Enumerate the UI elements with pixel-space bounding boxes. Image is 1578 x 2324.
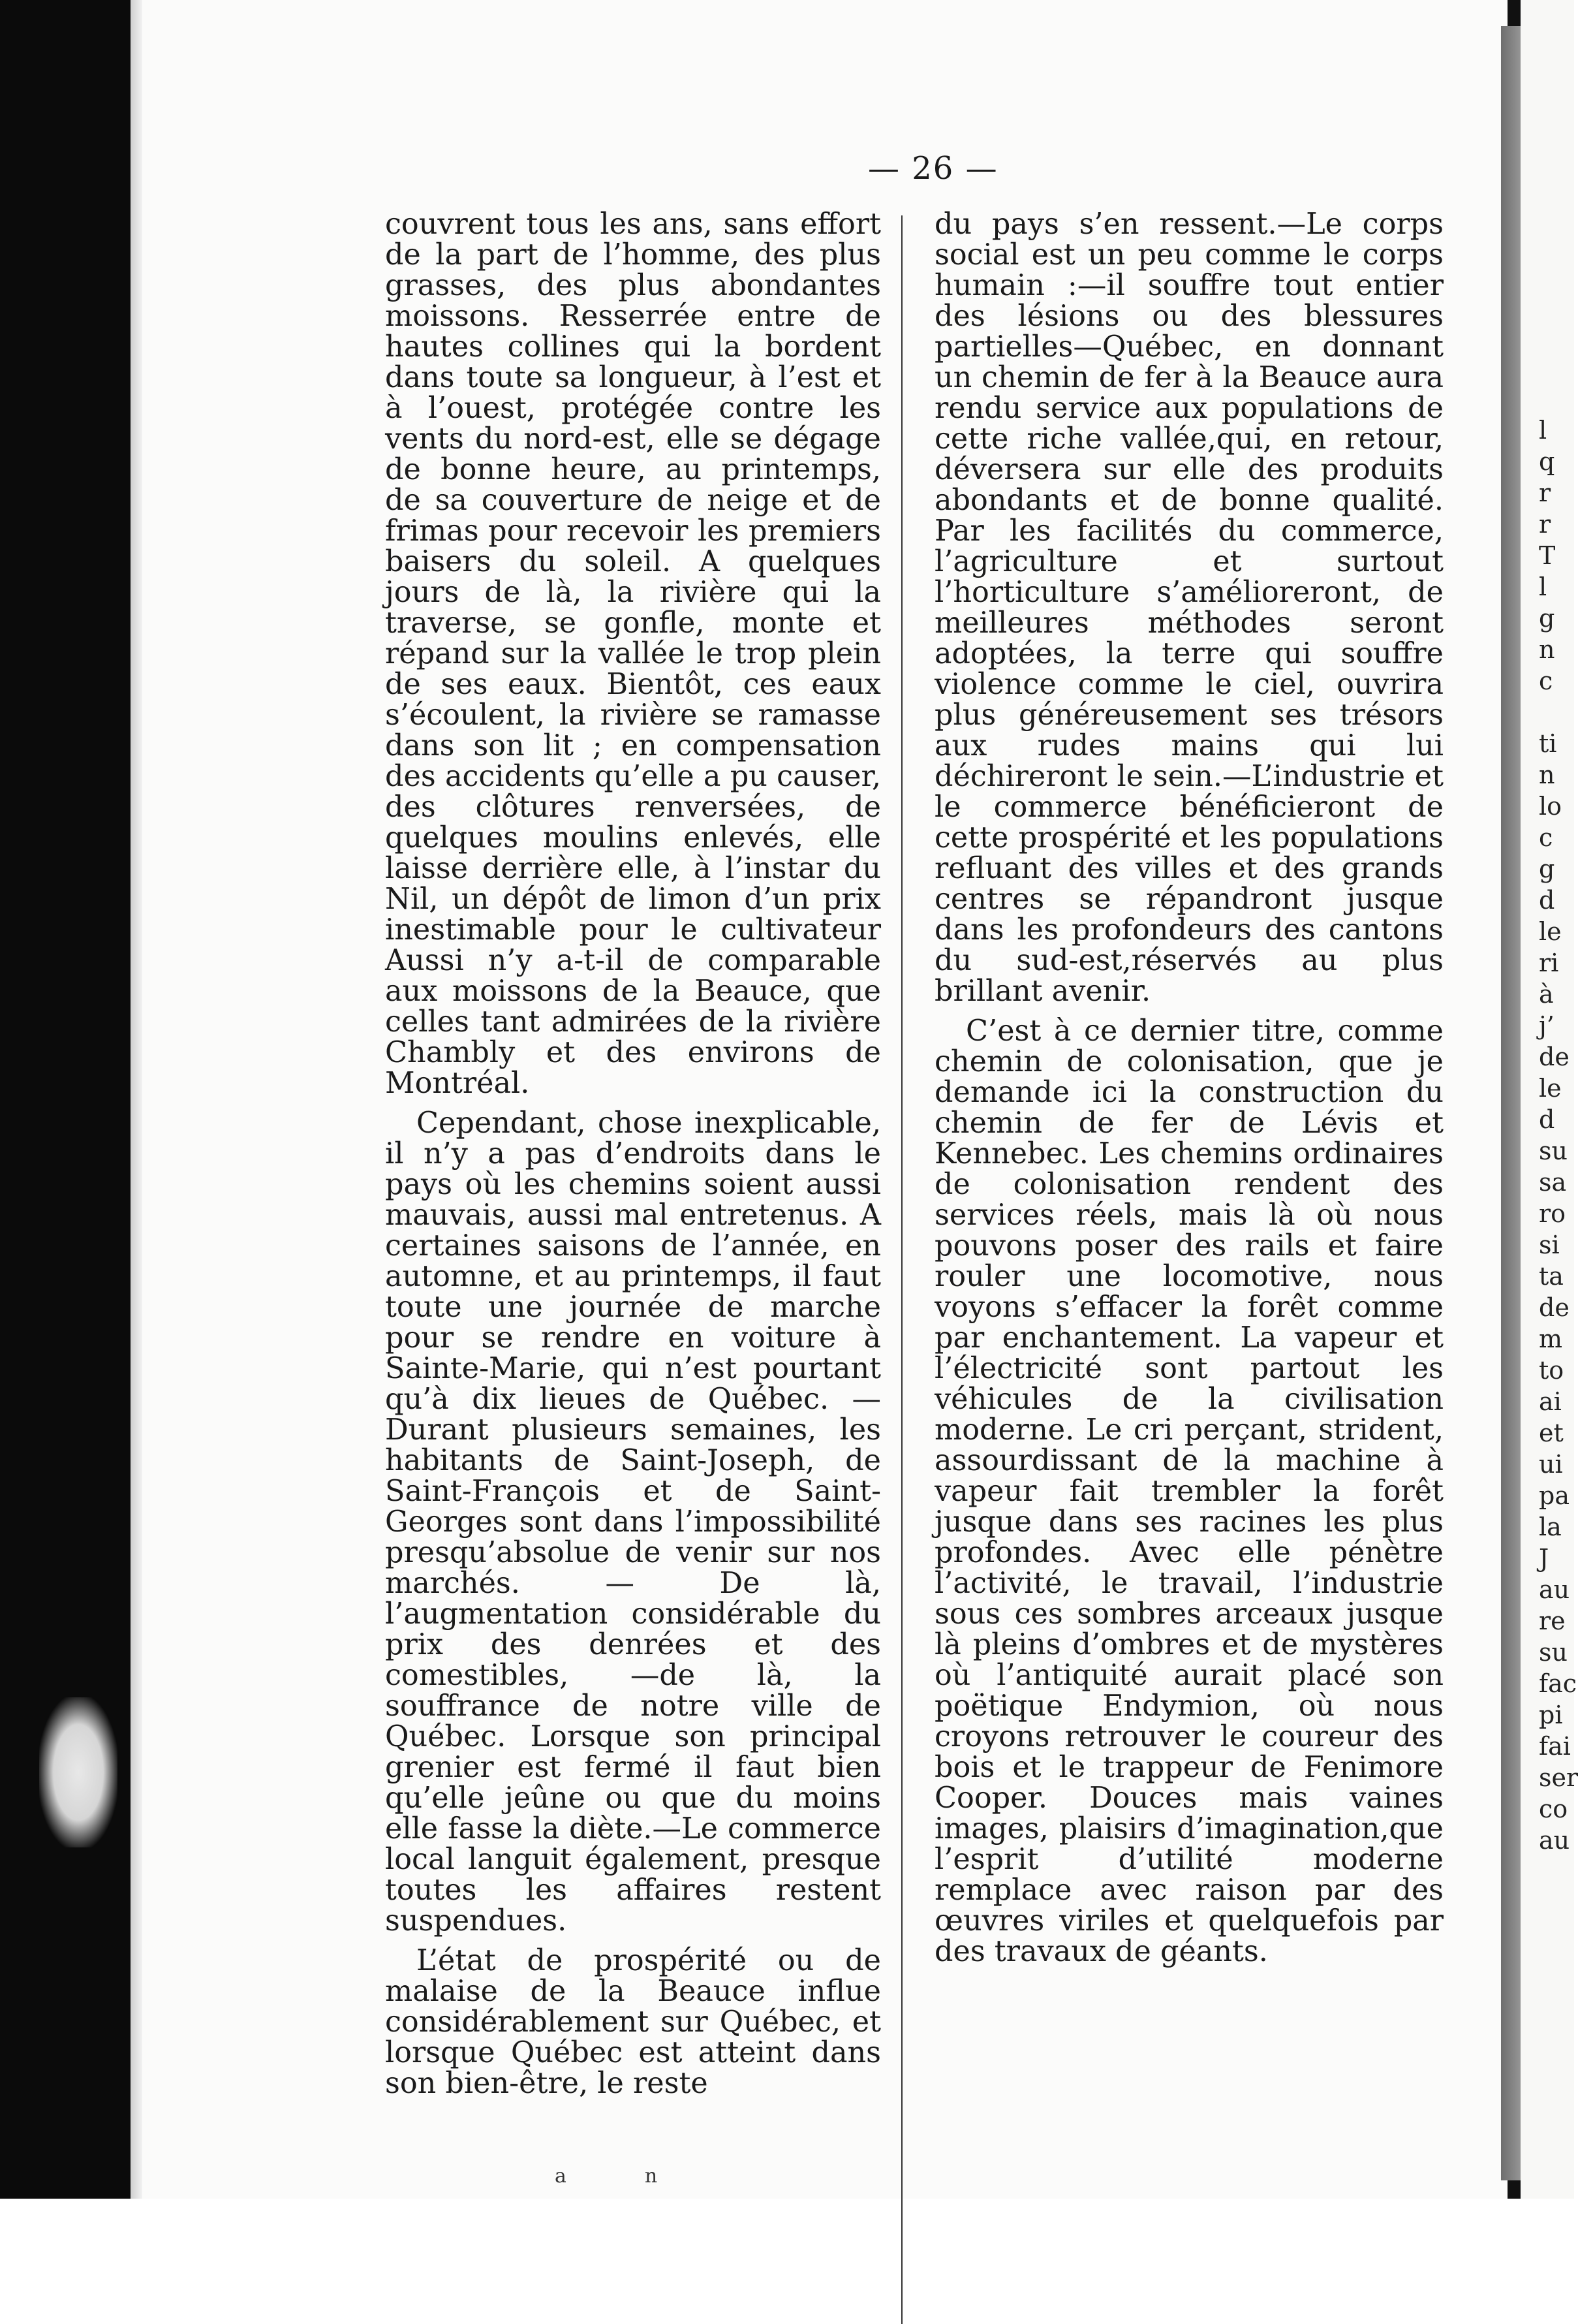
next-page-line: re bbox=[1539, 1607, 1566, 1635]
scan-background-left bbox=[0, 0, 131, 2199]
text-column-left bbox=[385, 209, 881, 2108]
next-page-line: n bbox=[1539, 635, 1555, 664]
next-page-line: l bbox=[1539, 573, 1547, 601]
column-divider bbox=[901, 215, 903, 2324]
next-page-line: J bbox=[1539, 1544, 1549, 1573]
next-page-line: fac bbox=[1539, 1669, 1577, 1698]
next-page-line: T bbox=[1539, 541, 1556, 570]
next-page-line: pi bbox=[1539, 1701, 1563, 1729]
next-page-line: ser bbox=[1539, 1763, 1578, 1792]
next-page-line: lo bbox=[1539, 792, 1562, 821]
next-page-line: su bbox=[1539, 1638, 1568, 1667]
next-page-line: ro bbox=[1539, 1199, 1566, 1228]
next-page-line: à bbox=[1539, 980, 1554, 1009]
paragraph: Cependant, chose inexplicable, il n’y a pas d’endroits dans le pays où les chemins soient aussi mauvais, aussi mal entretenus. A certaines saisons de l’année, en automne, et au printemps, il faut toute une journée de marche pour se rendre en voiture à Sainte-Marie, qui n’est pourtant qu’à dix lieues de Québec. —Durant plusieurs semaines, les habitants de Saint-Joseph, de Saint-François et de Saint-Georges sont dans l’impossibilité presqu’absolue de venir sur nos marchés. — De là, l’augmentation considérable du prix des denrées et des comestibles, —de là, la souffrance de notre ville de Québec. Lorsque son principal grenier est fermé il faut bien qu’elle jeûne ou que du moins elle fasse la diète.—Le commerce local languit également, presque toutes les affaires restent suspendues. bbox=[385, 1107, 881, 1938]
next-page-line: pa bbox=[1539, 1481, 1570, 1510]
next-page-line: d bbox=[1539, 886, 1555, 915]
next-page-line: j’ bbox=[1539, 1011, 1555, 1040]
paragraph: du pays s’en ressent.—Le corps social est un peu comme le corps humain :—il souffre tout entier des lésions ou des blessures partielles—Québec, en donnant un chemin de fer à la Beauce aura rendu service aux populations de cette riche vallée,qui, en retour, déversera sur elle des produits abondants et de bonne qualité. Par les facilités du commerce, l’agriculture et surtout l’horticulture s’amélioreront, de meilleures méthodes seront adoptées, la terre qui souffre violence comme le ciel, ouvrira plus généreusement ses trésors aux rudes mains qui lui déchireront le sein.—L’industrie et le commerce bénéficieront de cette prospérité et les populations refluant des villes et des grands centres se répandront jusque dans les profondeurs des cantons du sud-est,réservés au plus brillant avenir. bbox=[935, 208, 1444, 1008]
next-page-line: l bbox=[1539, 416, 1547, 445]
next-page-line: d bbox=[1539, 1105, 1555, 1134]
next-page-line: sa bbox=[1539, 1168, 1567, 1197]
next-page-line: au bbox=[1539, 1826, 1570, 1855]
next-page-line: de bbox=[1539, 1293, 1570, 1322]
book-spine bbox=[1501, 26, 1523, 2180]
next-page-line: ti bbox=[1539, 729, 1557, 758]
bottom-mark: a bbox=[555, 2165, 645, 2188]
next-page-line: et bbox=[1539, 1419, 1564, 1447]
next-page-line: ui bbox=[1539, 1450, 1563, 1479]
paragraph: L’état de prospérité ou de malaise de la Beauce influe considérablement sur Québec, et lorsque Québec est atteint dans son bien-être, le reste bbox=[385, 1944, 881, 2100]
bottom-mark: n bbox=[644, 2165, 736, 2188]
next-page-line: au bbox=[1539, 1575, 1570, 1604]
next-page-line: n bbox=[1539, 761, 1555, 789]
next-page-line: ai bbox=[1539, 1387, 1562, 1416]
page-edge bbox=[131, 0, 142, 2199]
paragraph: C’est à ce dernier titre, comme chemin de colonisation, que je demande ici la construction du chemin de fer de Lévis et Kennebec. Les chemins ordinaires de colonisation rendent des services réels, mais là où nous pouvons poser des rails et faire rouler une locomotive, nous voyons s’effacer la forêt comme par enchantement. La vapeur et l’électricité sont partout les véhicules de la civilisation moderne. Le cri perçant, strident, assourdissant de la machine à vapeur fait trembler la forêt jusque dans ses racines les plus profondes. Avec elle pénètre l’activité, le travail, l’industrie sous ces sombres arceaux jusque là pleins d’ombres et de mystères où l’antiquité aurait placé son poëtique Endymion, où nous croyons retrouver le coureur des bois et le trappeur de Fenimore Cooper. Douces mais vaines images, plaisirs d’imagination,que l’esprit d’utilité moderne remplace avec raison par des œuvres viriles et quelquefois par des travaux de géants. bbox=[935, 1014, 1444, 1968]
bottom-marks bbox=[555, 2165, 735, 2188]
next-page-line: si bbox=[1539, 1231, 1560, 1259]
next-page-line: r bbox=[1539, 510, 1551, 539]
next-page-line: le bbox=[1539, 1074, 1562, 1103]
next-page-fragment bbox=[1521, 0, 1578, 2199]
next-page-line: m bbox=[1539, 1325, 1563, 1353]
next-page-line: q bbox=[1539, 447, 1555, 476]
next-page-line: le bbox=[1539, 917, 1562, 946]
next-page-line: to bbox=[1539, 1356, 1564, 1385]
next-page-line: ri bbox=[1539, 949, 1559, 977]
page-number: — 26 — bbox=[868, 150, 998, 187]
next-page-line: ta bbox=[1539, 1262, 1564, 1291]
text-column-right bbox=[935, 209, 1444, 1976]
next-page-line: c bbox=[1539, 667, 1553, 695]
next-page-line: su bbox=[1539, 1137, 1568, 1165]
next-page-line: g bbox=[1539, 855, 1555, 883]
next-page-line: la bbox=[1539, 1513, 1562, 1541]
page-stain bbox=[39, 1697, 117, 1847]
next-page-line: g bbox=[1539, 604, 1555, 633]
next-page-line: c bbox=[1539, 823, 1553, 852]
paragraph: couvrent tous les ans, sans effort de la part de l’homme, des plus grasses, des plus abondantes moissons. Resserrée entre de hautes collines qui la bordent dans toute sa longueur, à l’est et à l’ouest, protégée contre les vents du nord-est, elle se dégage de bonne heure, au printemps, de sa couverture de neige et de frimas pour recevoir les premiers baisers du soleil. A quelques jours de là, la rivière qui la traverse, se gonfle, monte et répand sur la vallée le trop plein de ses eaux. Bientôt, ces eaux s’écoulent, la rivière se ramasse dans son lit ; en compensation des accidents qu’elle a pu causer, des clôtures renversées, de quelques moulins enlevés, elle laisse derrière elle, à l’instar du Nil, un dépôt de limon d’un prix inestimable pour le cultivateur Aussi n’y a-t-il de comparable aux moissons de la Beauce, que celles tant admirées de la rivière Chambly et des environs de Montréal. bbox=[385, 208, 881, 1100]
next-page-line: fai bbox=[1539, 1732, 1571, 1761]
next-page-line: co bbox=[1539, 1795, 1568, 1823]
next-page-line: r bbox=[1539, 479, 1551, 507]
next-page-line: de bbox=[1539, 1043, 1570, 1071]
